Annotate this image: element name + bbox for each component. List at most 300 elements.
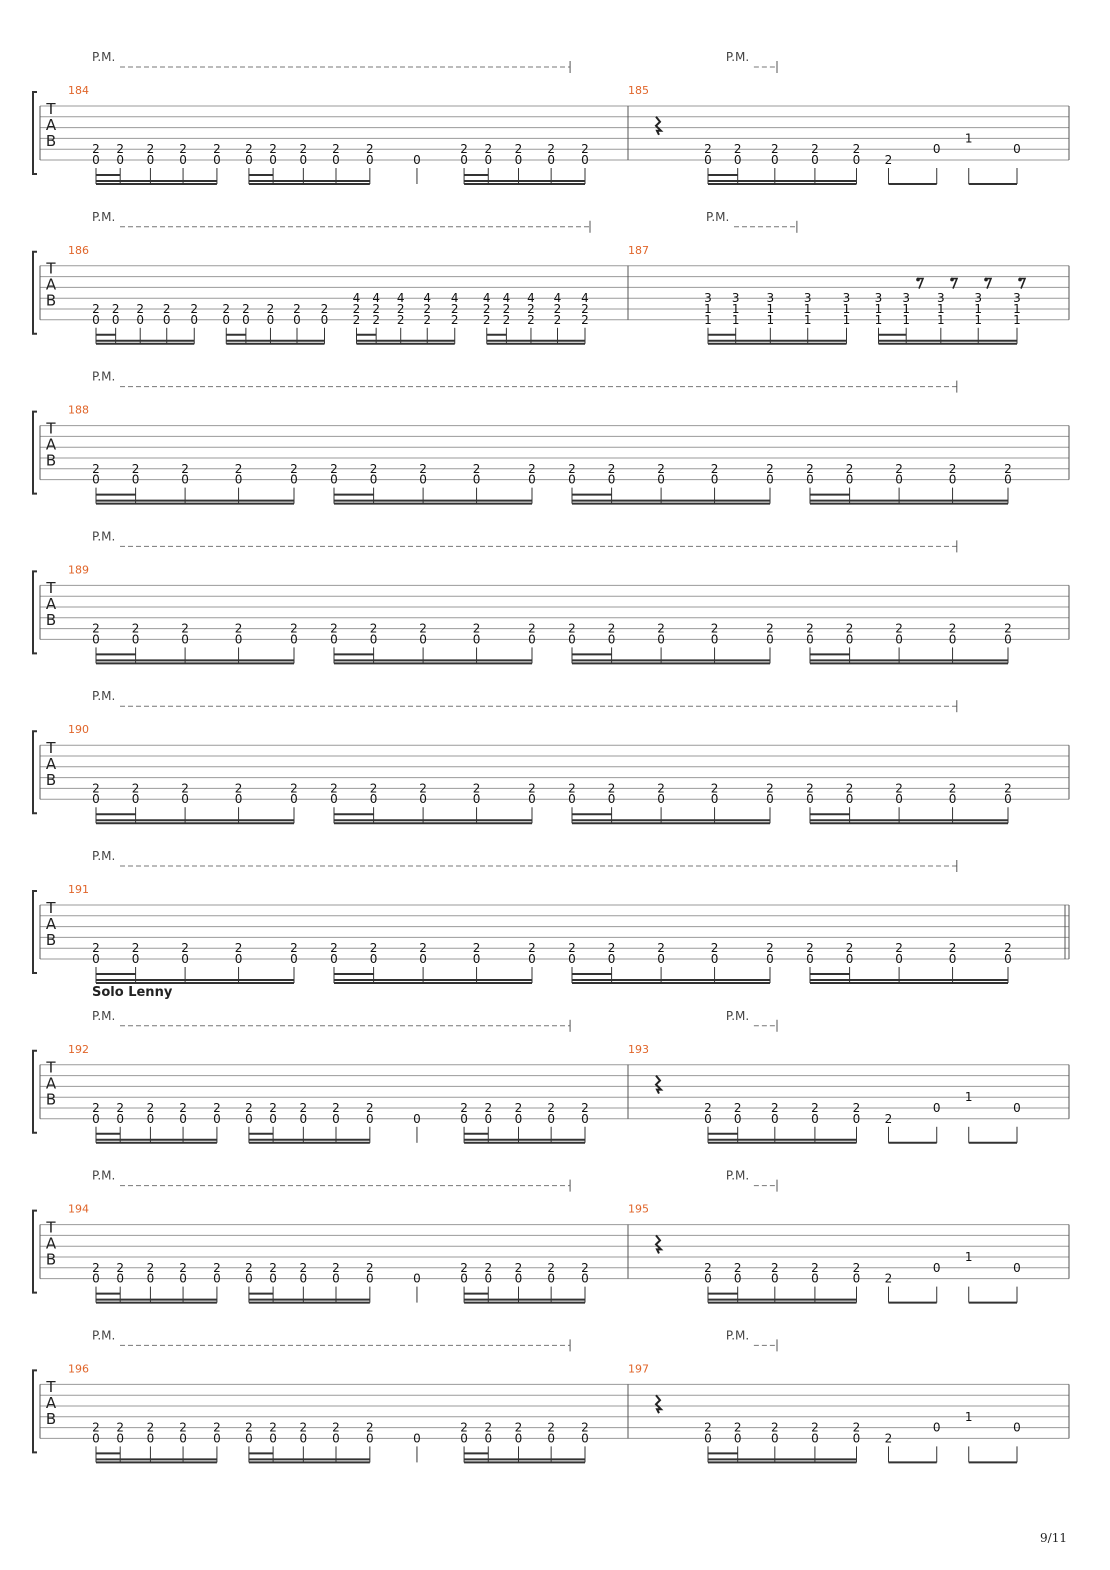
fret-number: 2 — [92, 142, 100, 157]
fret-number: 0 — [484, 1271, 493, 1286]
fret-number: 0 — [460, 1431, 468, 1446]
fret-number: 0 — [528, 952, 536, 966]
palm-mute-label: P.M. — [725, 1168, 750, 1183]
fret-number: 2 — [116, 1420, 125, 1435]
note-group — [330, 622, 536, 664]
note-group — [885, 142, 941, 184]
fret-number: 4 — [423, 291, 432, 306]
fret-number: 0 — [770, 1111, 779, 1126]
tab-clef-letter: B — [45, 930, 57, 949]
fret-number: 0 — [92, 952, 100, 966]
fret-number: 0 — [710, 952, 719, 966]
tab-clef-letter: B — [45, 771, 57, 789]
fret-number: 2 — [528, 621, 536, 636]
fret-number: 2 — [290, 941, 298, 956]
fret-number: 0 — [419, 632, 427, 647]
fret-number: 1 — [974, 302, 983, 316]
fret-number: 2 — [179, 1260, 187, 1275]
fret-number: 2 — [450, 302, 459, 316]
tab-clef-letter: T — [46, 898, 56, 917]
palm-mute-label: P.M. — [725, 50, 750, 64]
fret-number: 2 — [806, 621, 814, 636]
fret-number: 1 — [704, 312, 712, 327]
fret-number: 0 — [179, 153, 187, 167]
fret-number: 0 — [1013, 142, 1021, 157]
fret-number: 2 — [330, 621, 338, 636]
measure-number: 186 — [68, 243, 89, 257]
fret-number: 2 — [581, 1260, 589, 1275]
fret-number: 0 — [330, 792, 338, 807]
fret-number: 0 — [1004, 632, 1012, 647]
fret-number: 0 — [269, 1271, 277, 1286]
palm-mute-label: P.M. — [92, 529, 116, 544]
fret-number: 1 — [964, 1090, 973, 1105]
fret-number: 0 — [234, 472, 243, 487]
fret-number: 0 — [131, 952, 140, 966]
fret-number: 1 — [937, 302, 945, 316]
fret-number: 0 — [710, 792, 719, 807]
fret-number: 3 — [704, 291, 712, 306]
fret-number: 2 — [766, 461, 774, 476]
fret-number: 2 — [484, 142, 493, 157]
fret-number: 2 — [528, 781, 536, 796]
fret-number: 4 — [527, 291, 535, 306]
palm-mute-label: P.M. — [92, 1328, 116, 1343]
fret-number: 2 — [581, 302, 589, 316]
fret-number: 2 — [245, 1420, 253, 1435]
fret-number: 0 — [514, 153, 523, 167]
fret-number: 2 — [460, 1101, 468, 1115]
note-group — [885, 1101, 941, 1143]
fret-number: 2 — [179, 142, 187, 157]
fret-number: 0 — [932, 1101, 941, 1115]
fret-number: 4 — [372, 291, 380, 306]
fret-number: 0 — [332, 1431, 340, 1446]
fret-number: 2 — [146, 1101, 155, 1115]
tab-clef-letter: T — [46, 579, 56, 598]
fret-number: 0 — [92, 632, 100, 647]
fret-number: 0 — [146, 1111, 155, 1126]
fret-number: 2 — [472, 461, 481, 476]
fret-number: 0 — [547, 1271, 555, 1286]
fret-number: 0 — [657, 952, 665, 966]
fret-number: 0 — [948, 632, 957, 647]
measure-number: 195 — [628, 1202, 649, 1216]
fret-number: 2 — [320, 302, 329, 316]
fret-number: 0 — [852, 1271, 861, 1286]
fret-number: 2 — [657, 461, 665, 476]
fret-number: 0 — [852, 1431, 861, 1446]
tab-system — [33, 849, 1069, 983]
note-group — [806, 462, 1012, 504]
fret-number: 2 — [884, 1111, 893, 1126]
fret-number: 2 — [460, 142, 468, 157]
fret-number: 0 — [369, 952, 378, 966]
fret-number: 1 — [704, 302, 712, 316]
note-group — [965, 131, 1021, 184]
fret-number: 0 — [770, 153, 779, 167]
fret-number: 0 — [811, 1431, 819, 1446]
note-group — [483, 291, 589, 344]
fret-number: 0 — [290, 632, 298, 647]
fret-number: 2 — [811, 142, 819, 157]
measure-number: 188 — [68, 403, 89, 417]
fret-number: 2 — [733, 1420, 742, 1435]
fret-number: 2 — [1004, 781, 1012, 796]
fret-number: 0 — [547, 1431, 555, 1446]
fret-number: 2 — [234, 621, 243, 636]
fret-number: 2 — [179, 1101, 187, 1115]
fret-number: 0 — [895, 632, 903, 647]
fret-number: 2 — [266, 302, 275, 316]
fret-number: 0 — [895, 792, 903, 807]
fret-number: 0 — [657, 632, 665, 647]
measure-number: 184 — [68, 84, 89, 97]
fret-number: 0 — [299, 1111, 308, 1126]
fret-number: 2 — [242, 302, 250, 316]
system-bracket — [33, 571, 37, 653]
fret-number: 1 — [766, 302, 775, 316]
fret-number: 0 — [299, 153, 308, 167]
tab-clef-letter: T — [46, 419, 56, 438]
fret-number: 0 — [213, 1431, 221, 1446]
fret-number: 2 — [553, 312, 562, 327]
fret-number: 2 — [330, 781, 338, 796]
note-group — [330, 462, 536, 504]
tab-clef-letter: A — [45, 914, 57, 933]
fret-number: 2 — [269, 1101, 277, 1115]
fret-number: 2 — [423, 312, 432, 327]
fret-number: 2 — [146, 1260, 155, 1275]
fret-number: 0 — [710, 472, 719, 487]
fret-number: 2 — [366, 1420, 374, 1435]
fret-number: 0 — [116, 1271, 125, 1286]
fret-number: 0 — [472, 472, 481, 487]
fret-number: 0 — [895, 472, 903, 487]
fret-number: 0 — [179, 1111, 187, 1126]
fret-number: 0 — [320, 312, 329, 327]
fret-number: 1 — [974, 312, 983, 327]
fret-number: 1 — [842, 312, 851, 327]
system-bracket — [33, 412, 37, 494]
fret-number: 1 — [1013, 302, 1021, 316]
fret-number: 0 — [146, 153, 155, 167]
fret-number: 2 — [369, 621, 378, 636]
fret-number: 2 — [472, 621, 481, 636]
fret-number: 0 — [607, 472, 616, 487]
fret-number: 0 — [704, 1271, 712, 1286]
fret-number: 2 — [514, 142, 523, 157]
fret-number: 2 — [299, 1260, 308, 1275]
fret-number: 0 — [547, 1111, 555, 1126]
fret-number: 0 — [845, 952, 854, 966]
fret-number: 2 — [332, 1420, 340, 1435]
fret-number: 2 — [190, 302, 199, 316]
fret-number: 0 — [484, 1431, 493, 1446]
fret-number: 0 — [131, 792, 140, 807]
fret-number: 0 — [1004, 792, 1012, 807]
fret-number: 0 — [92, 312, 100, 327]
fret-number: 2 — [884, 1271, 893, 1286]
fret-number: 0 — [568, 792, 576, 807]
tab-clef-letter: B — [45, 1250, 57, 1269]
fret-number: 0 — [514, 1431, 523, 1446]
fret-number: 2 — [657, 941, 665, 956]
fret-number: 0 — [547, 153, 555, 167]
fret-number: 2 — [553, 302, 562, 316]
fret-number: 2 — [332, 1260, 340, 1275]
fret-number: 0 — [146, 1271, 155, 1286]
palm-mute-label: P.M. — [92, 209, 116, 224]
fret-number: 0 — [948, 952, 957, 966]
fret-number: 0 — [369, 632, 378, 647]
note-group — [353, 291, 459, 344]
fret-number: 2 — [502, 312, 511, 327]
fret-number: 2 — [181, 621, 189, 636]
fret-number: 0 — [766, 952, 774, 966]
fret-number: 0 — [332, 1271, 340, 1286]
fret-number: 2 — [704, 142, 712, 157]
fret-number: 2 — [806, 941, 814, 956]
fret-number: 0 — [932, 1420, 941, 1435]
note-group — [704, 1261, 860, 1303]
fret-number: 3 — [842, 291, 851, 306]
fret-number: 0 — [290, 792, 298, 807]
fret-number: 2 — [131, 781, 140, 796]
fret-number: 2 — [514, 1101, 523, 1115]
fret-number: 0 — [290, 952, 298, 966]
fret-number: 0 — [419, 952, 427, 966]
fret-number: 2 — [568, 461, 576, 476]
fret-number: 0 — [413, 1111, 421, 1126]
system-bracket — [33, 252, 37, 334]
fret-number: 2 — [514, 1260, 523, 1275]
fret-number: 0 — [528, 632, 536, 647]
fret-number: 2 — [92, 1420, 100, 1435]
fret-number: 0 — [181, 632, 189, 647]
fret-number: 2 — [845, 621, 854, 636]
fret-number: 2 — [607, 781, 616, 796]
fret-number: 2 — [884, 153, 893, 167]
fret-number: 2 — [710, 621, 719, 636]
fret-number: 2 — [852, 142, 861, 157]
tab-clef-letter: T — [46, 99, 56, 118]
fret-number: 2 — [766, 781, 774, 796]
fret-number: 0 — [234, 952, 243, 966]
note-group — [92, 941, 298, 983]
fret-number: 0 — [116, 1111, 125, 1126]
fret-number: 2 — [884, 1431, 893, 1446]
fret-number: 1 — [803, 312, 812, 327]
fret-number: 2 — [895, 621, 903, 636]
fret-number: 2 — [116, 1101, 125, 1115]
fret-number: 2 — [352, 302, 361, 316]
fret-number: 2 — [547, 1101, 555, 1115]
fret-number: 0 — [460, 153, 468, 167]
fret-number: 2 — [92, 1260, 100, 1275]
fret-number: 0 — [366, 1431, 374, 1446]
fret-number: 0 — [568, 952, 576, 966]
fret-number: 0 — [770, 1431, 779, 1446]
fret-number: 1 — [902, 302, 911, 316]
fret-number: 2 — [419, 621, 427, 636]
fret-number: 4 — [450, 291, 459, 306]
fret-number: 2 — [460, 1260, 468, 1275]
fret-number: 2 — [396, 302, 405, 316]
fret-number: 2 — [396, 312, 405, 327]
fret-number: 2 — [472, 781, 481, 796]
fret-number: 1 — [803, 302, 812, 316]
fret-number: 2 — [845, 781, 854, 796]
tab-clef-letter: B — [45, 1410, 57, 1429]
fret-number: 1 — [964, 131, 973, 146]
fret-number: 0 — [1004, 472, 1012, 487]
note-group — [330, 781, 536, 823]
note-group — [413, 1431, 421, 1462]
fret-number: 2 — [330, 941, 338, 956]
tab-system — [33, 370, 1069, 504]
fret-number: 0 — [581, 1431, 589, 1446]
fret-number: 2 — [895, 941, 903, 956]
fret-number: 3 — [731, 291, 740, 306]
fret-number: 2 — [845, 941, 854, 956]
fret-number: 2 — [811, 1420, 819, 1435]
fret-number: 0 — [528, 472, 536, 487]
fret-number: 0 — [657, 792, 665, 807]
fret-number: 2 — [547, 1420, 555, 1435]
fret-number: 2 — [484, 1420, 493, 1435]
tab-system — [33, 985, 1069, 1143]
fret-number: 0 — [162, 312, 171, 327]
fret-number: 0 — [245, 1271, 253, 1286]
measure-number: 191 — [68, 883, 89, 896]
note-group — [568, 941, 774, 983]
fret-number: 0 — [845, 632, 854, 647]
fret-number: 2 — [366, 1260, 374, 1275]
fret-number: 0 — [222, 312, 231, 327]
palm-mute-label: P.M. — [725, 1328, 750, 1343]
fret-number: 1 — [964, 1409, 973, 1424]
tab-clef-letter: B — [45, 131, 57, 150]
eighth-rest-dot — [1018, 278, 1022, 282]
fret-number: 0 — [811, 1271, 819, 1286]
fret-number: 2 — [111, 302, 120, 316]
tab-clef-letter: A — [45, 1394, 57, 1413]
note-group — [885, 1261, 941, 1303]
tab-clef-letter: A — [45, 1074, 57, 1093]
tab-clef-letter: T — [46, 1218, 56, 1237]
fret-number: 0 — [245, 153, 253, 167]
fret-number: 2 — [131, 941, 140, 956]
note-group — [330, 941, 536, 983]
fret-number: 2 — [581, 142, 589, 157]
fret-number: 0 — [766, 632, 774, 647]
fret-number: 2 — [372, 312, 380, 327]
fret-number: 0 — [92, 1271, 100, 1286]
fret-number: 2 — [369, 941, 378, 956]
quarter-rest — [656, 1076, 661, 1094]
fret-number: 0 — [895, 952, 903, 966]
fret-number: 0 — [845, 792, 854, 807]
fret-number: 2 — [657, 781, 665, 796]
fret-number: 2 — [213, 142, 221, 157]
fret-number: 1 — [1013, 312, 1021, 327]
tab-system — [33, 1328, 1069, 1462]
fret-number: 2 — [733, 142, 742, 157]
measure-number: 193 — [628, 1042, 649, 1056]
fret-number: 0 — [116, 1431, 125, 1446]
measure-number: 189 — [68, 563, 89, 577]
fret-number: 0 — [1013, 1260, 1021, 1275]
tab-clef-letter: T — [46, 1378, 56, 1397]
fret-number: 2 — [299, 1420, 308, 1435]
system-bracket — [33, 92, 37, 174]
fret-number: 0 — [179, 1271, 187, 1286]
fret-number: 2 — [482, 302, 491, 316]
note-group — [704, 291, 850, 344]
fret-number: 0 — [806, 792, 814, 807]
system-bracket — [33, 891, 37, 973]
fret-number: 2 — [179, 1420, 187, 1435]
fret-number: 2 — [704, 1260, 712, 1275]
fret-number: 2 — [269, 142, 277, 157]
system-bracket — [33, 731, 37, 813]
note-group — [460, 1261, 589, 1303]
fret-number: 0 — [704, 1431, 712, 1446]
fret-number: 2 — [213, 1101, 221, 1115]
fret-number: 2 — [770, 142, 779, 157]
note-group — [704, 142, 860, 184]
fret-number: 0 — [581, 1111, 589, 1126]
fret-number: 2 — [372, 302, 380, 316]
fret-number: 2 — [116, 1260, 125, 1275]
note-group — [413, 1272, 421, 1303]
fret-number: 2 — [1004, 461, 1012, 476]
fret-number: 0 — [419, 472, 427, 487]
palm-mute-label: P.M. — [725, 1008, 750, 1023]
fret-number: 2 — [245, 1260, 253, 1275]
fret-number: 0 — [299, 1431, 308, 1446]
fret-number: 2 — [514, 1420, 523, 1435]
fret-number: 0 — [948, 792, 957, 807]
fret-number: 2 — [770, 1101, 779, 1115]
note-group — [92, 622, 298, 664]
fret-number: 2 — [419, 941, 427, 956]
fret-number: 0 — [581, 153, 589, 167]
fret-number: 2 — [528, 941, 536, 956]
fret-number: 2 — [423, 302, 432, 316]
tab-clef-letter: A — [45, 755, 57, 773]
fret-number: 2 — [299, 1101, 308, 1115]
fret-number: 4 — [352, 291, 361, 306]
fret-number: 2 — [568, 621, 576, 636]
tab-clef-letter: T — [46, 739, 56, 757]
fret-number: 0 — [733, 1271, 742, 1286]
fret-number: 2 — [547, 1260, 555, 1275]
note-group — [92, 1421, 221, 1463]
fret-number: 0 — [213, 1271, 221, 1286]
fret-number: 0 — [806, 472, 814, 487]
fret-number: 2 — [92, 781, 100, 796]
fret-number: 2 — [245, 142, 253, 157]
fret-number: 2 — [213, 1420, 221, 1435]
fret-number: 2 — [581, 1101, 589, 1115]
fret-number: 0 — [131, 472, 140, 487]
fret-number: 2 — [806, 461, 814, 476]
fret-number: 2 — [290, 621, 298, 636]
fret-number: 0 — [234, 632, 243, 647]
fret-number: 2 — [146, 142, 155, 157]
